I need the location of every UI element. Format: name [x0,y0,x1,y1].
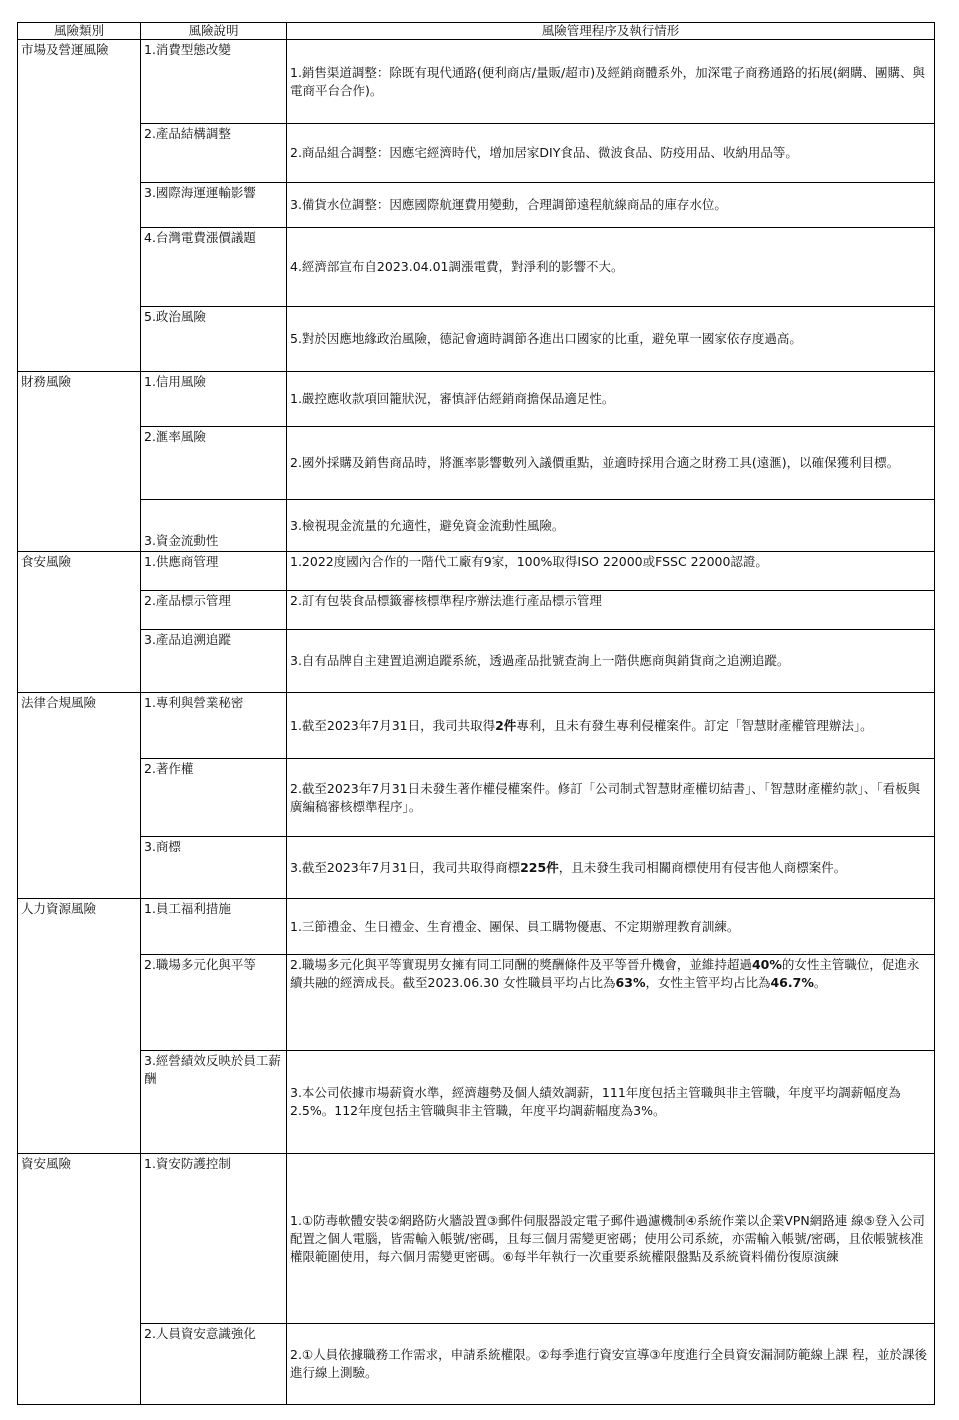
table-row [18,427,935,500]
table-row [18,124,935,183]
risk-description: 1.供應商管理 [141,552,287,591]
table-row [18,1154,935,1324]
table-row [18,372,935,427]
category-cell: 市場及營運風險 [18,40,141,372]
risk-description: 2.產品結構調整 [141,124,287,183]
category-cell: 人力資源風險 [18,899,141,1154]
proc-text: 的女性主管職位，促進永續共融的經濟成長。截至2023.06.30 女性職員平均占比為 [290,957,920,990]
risk-description: 2.著作權 [141,759,287,837]
risk-procedure [287,837,935,899]
risk-description: 1.消費型態改變 [141,40,287,124]
table-row [18,1324,935,1405]
risk-description: 3.國際海運運輸影響 [141,183,287,228]
risk-description: 1.專利與營業秘密 [141,693,287,759]
risk-procedure: 2.商品組合調整：因應宅經濟時代，增加居家DIY食品、微波食品、防疫用品、收納用品等。 [287,124,935,183]
proc-text: 專利，且未有發生專利侵權案件。訂定「智慧財產權管理辦法」。 [516,717,873,733]
risk-procedure: 1.三節禮金、生日禮金、生育禮金、團保、員工購物優惠、不定期辦理教育訓練。 [287,899,935,955]
risk-procedure: 2.國外採購及銷售商品時，將滙率影響數列入議價重點，並適時採用合適之財務工具(遠滙)，以確保獲利目標。 [287,427,935,500]
table-row [18,307,935,372]
header-description: 風險說明 [141,23,287,40]
category-cell: 食安風險 [18,552,141,693]
header-row [18,23,935,40]
table-row [18,899,935,955]
table-row [18,552,935,591]
female-manager-ratio: 46.7% [770,975,814,990]
risk-description: 2.人員資安意識強化 [141,1324,287,1405]
risk-procedure: 3.備貨水位調整：因應國際航運費用變動，合理調節遠程航線商品的庫存水位。 [287,183,935,228]
trademark-count: 225件 [520,859,559,875]
table-row [18,40,935,124]
category-cell: 資安風險 [18,1154,141,1405]
risk-description: 4.台灣電費漲價議題 [141,228,287,307]
proc-text: ，且未發生我司相關商標使用有侵害他人商標案件。 [558,859,847,875]
category-cell: 法律合規風險 [18,693,141,899]
risk-description: 3.商標 [141,837,287,899]
proc-text: ，女性主管平均占比為 [645,975,771,990]
risk-management-table [17,22,935,1405]
risk-procedure: 5.對於因應地緣政治風險，德記會適時調節各進出口國家的比重，避免單一國家依存度過高。 [287,307,935,372]
proc-text: 。 [813,975,827,990]
risk-procedure: 2.①人員依據職務工作需求，申請系統權限。②每季進行資安宣導③年度進行全員資安漏洞防範線上課 程，並於課後進行線上測驗。 [287,1324,935,1405]
table-row [18,837,935,899]
female-staff-ratio: 63% [615,975,646,990]
risk-description: 3.產品追溯追蹤 [141,630,287,693]
header-category: 風險類別 [18,23,141,40]
table-row [18,630,935,693]
table-row [18,500,935,552]
table-row [18,1051,935,1154]
risk-description: 1.資安防護控制 [141,1154,287,1324]
table-row [18,183,935,228]
risk-description: 5.政治風險 [141,307,287,372]
risk-description: 2.產品標示管理 [141,591,287,630]
header-procedure: 風險管理程序及執行情形 [287,23,935,40]
table-row [18,228,935,307]
proc-text: 2.職場多元化與平等實現男女擁有同工同酬的獎酬條件及平等晉升機會，並維持超過 [290,957,752,972]
risk-description: 3.資金流動性 [141,500,287,552]
risk-description: 1.員工福利措施 [141,899,287,955]
risk-procedure: 1.嚴控應收款項回籠狀況，審慎評估經銷商擔保品適足性。 [287,372,935,427]
proc-text: 3.截至2023年7月31日，我司共取得商標 [290,859,521,875]
patent-count: 2件 [495,717,517,733]
risk-procedure: 2.訂有包裝食品標籤審核標準程序辦法進行產品標示管理 [287,591,935,630]
risk-description: 1.信用風險 [141,372,287,427]
proc-text: 1.截至2023年7月31日，我司共取得 [290,717,496,733]
risk-procedure [287,693,935,759]
table-row [18,759,935,837]
risk-procedure: 1.銷售渠道調整：除既有現代通路(便利商店/量販/超市)及經銷商體系外，加深電子商務通路的拓展(網購、團購、與電商平台合作)。 [287,40,935,124]
risk-procedure: 4.經濟部宣布自2023.04.01調漲電費，對淨利的影響不大。 [287,228,935,307]
risk-procedure: 1.2022度國內合作的一階代工廠有9家，100%取得ISO 22000或FSSC 22000認證。 [287,552,935,591]
female-manager-target: 40% [751,957,782,972]
table-row [18,955,935,1051]
risk-procedure [287,955,935,1051]
table-row [18,693,935,759]
risk-description: 2.職場多元化與平等 [141,955,287,1051]
risk-procedure: 3.自有品牌自主建置追溯追蹤系統，透過產品批號查詢上一階供應商與銷貨商之追溯追蹤。 [287,630,935,693]
category-cell: 財務風險 [18,372,141,552]
risk-description: 3.經營績效反映於員工薪酬 [141,1051,287,1154]
risk-procedure: 2.截至2023年7月31日未發生著作權侵權案件。修訂「公司制式智慧財產權切結書」、「智慧財產權約款」、「看板與廣編稿審核標準程序」。 [287,759,935,837]
risk-procedure: 3.本公司依據市場薪資水準，經濟趨勢及個人績效調薪，111年度包括主管職與非主管職，年度平均調薪幅度為2.5%。112年度包括主管職與非主管職，年度平均調薪幅度為3%。 [287,1051,935,1154]
risk-procedure: 3.檢視現金流量的允適性，避免資金流動性風險。 [287,500,935,552]
table-row [18,591,935,630]
risk-procedure: 1.①防毒軟體安裝②網路防火牆設置③郵件伺服器設定電子郵件過濾機制④系統作業以企業VPN網路連 線⑤登入公司配置之個人電腦，皆需輸入帳號/密碼，且每三個月需變更密碼；使用公司系統，亦需輸入帳號/密碼，且依帳號核准權限範圍使用，每六個月需變更密碼。⑥每半年執行一次重要系統權限盤點及系統資料備份復原演練 [287,1154,935,1324]
risk-description: 2.滙率風險 [141,427,287,500]
